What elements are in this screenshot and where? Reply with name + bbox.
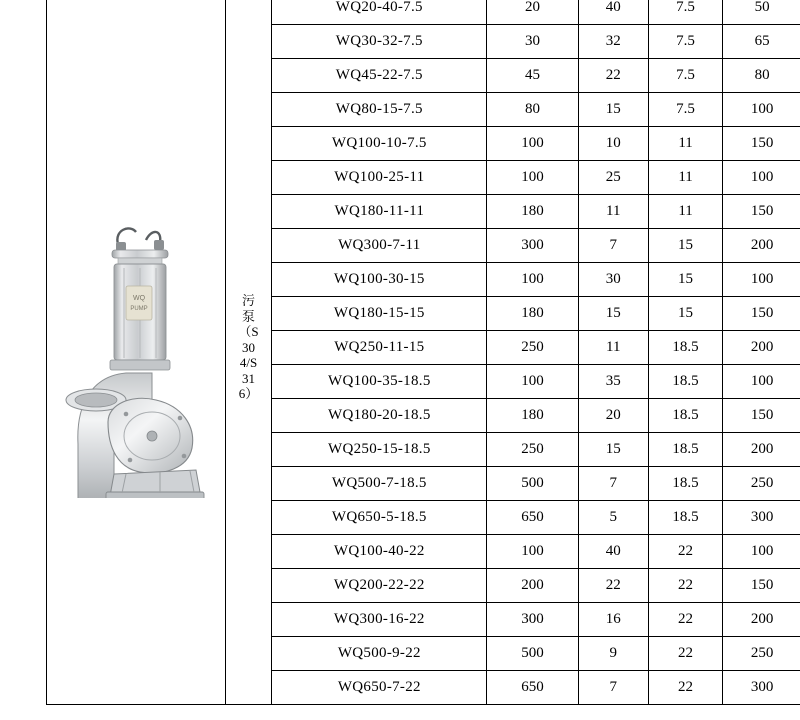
cell-flow: 100 — [487, 127, 578, 161]
cell-outlet: 80 — [723, 59, 800, 93]
cell-power: 11 — [648, 127, 722, 161]
cell-model: WQ100-40-22 — [272, 535, 487, 569]
cell-outlet: 50 — [723, 0, 800, 25]
cell-flow: 100 — [487, 263, 578, 297]
cell-power: 22 — [648, 569, 722, 603]
cell-outlet: 150 — [723, 297, 800, 331]
cell-head: 40 — [578, 535, 648, 569]
pump-image-cell — [47, 0, 226, 705]
cell-outlet: 250 — [723, 637, 800, 671]
cell-head: 7 — [578, 229, 648, 263]
cell-flow: 100 — [487, 161, 578, 195]
cell-power: 18.5 — [648, 399, 722, 433]
cell-model: WQ45-22-7.5 — [272, 59, 487, 93]
cell-model: WQ80-15-7.5 — [272, 93, 487, 127]
cell-head: 16 — [578, 603, 648, 637]
cell-flow: 500 — [487, 637, 578, 671]
cell-outlet: 100 — [723, 535, 800, 569]
cell-power: 18.5 — [648, 467, 722, 501]
pump-image — [56, 208, 216, 488]
cell-outlet: 150 — [723, 399, 800, 433]
cell-power: 22 — [648, 637, 722, 671]
cell-flow: 20 — [487, 0, 578, 25]
cell-flow: 650 — [487, 671, 578, 705]
cell-head: 7 — [578, 671, 648, 705]
cell-model: WQ300-16-22 — [272, 603, 487, 637]
cell-power: 22 — [648, 535, 722, 569]
cell-outlet: 100 — [723, 365, 800, 399]
cell-head: 10 — [578, 127, 648, 161]
table-row — [47, 0, 800, 25]
pump-illustration — [56, 208, 216, 498]
svg-text:WQ: WQ — [132, 294, 145, 302]
cell-flow: 250 — [487, 331, 578, 365]
category-label: 污泵（S304/S316） — [238, 293, 259, 402]
cell-flow: 100 — [487, 535, 578, 569]
cell-model: WQ180-15-15 — [272, 297, 487, 331]
cell-outlet: 150 — [723, 195, 800, 229]
cell-head: 11 — [578, 331, 648, 365]
cell-power: 18.5 — [648, 365, 722, 399]
cell-head: 15 — [578, 93, 648, 127]
cell-model: WQ200-22-22 — [272, 569, 487, 603]
cell-model: WQ30-32-7.5 — [272, 25, 487, 59]
cell-model: WQ20-40-7.5 — [272, 0, 487, 25]
cell-head: 30 — [578, 263, 648, 297]
cell-flow: 80 — [487, 93, 578, 127]
cell-head: 9 — [578, 637, 648, 671]
cell-outlet: 200 — [723, 603, 800, 637]
cell-model: WQ180-11-11 — [272, 195, 487, 229]
cell-flow: 100 — [487, 365, 578, 399]
svg-text:PUMP: PUMP — [130, 305, 148, 312]
cell-model: WQ180-20-18.5 — [272, 399, 487, 433]
cell-power: 22 — [648, 671, 722, 705]
cell-power: 7.5 — [648, 0, 722, 25]
cell-model: WQ100-35-18.5 — [272, 365, 487, 399]
cell-model: WQ300-7-11 — [272, 229, 487, 263]
cell-outlet: 200 — [723, 229, 800, 263]
cell-outlet: 300 — [723, 501, 800, 535]
cell-model: WQ500-7-18.5 — [272, 467, 487, 501]
cell-flow: 300 — [487, 603, 578, 637]
cell-power: 22 — [648, 603, 722, 637]
cell-outlet: 250 — [723, 467, 800, 501]
cell-head: 7 — [578, 467, 648, 501]
cell-outlet: 200 — [723, 433, 800, 467]
cell-power: 7.5 — [648, 59, 722, 93]
cell-power: 11 — [648, 195, 722, 229]
cell-model: WQ100-30-15 — [272, 263, 487, 297]
cell-power: 7.5 — [648, 93, 722, 127]
cell-head: 35 — [578, 365, 648, 399]
cell-flow: 180 — [487, 297, 578, 331]
cell-head: 15 — [578, 297, 648, 331]
cell-power: 15 — [648, 297, 722, 331]
cell-flow: 650 — [487, 501, 578, 535]
cell-flow: 180 — [487, 195, 578, 229]
cell-power: 7.5 — [648, 25, 722, 59]
cell-head: 22 — [578, 59, 648, 93]
cell-model: WQ100-10-7.5 — [272, 127, 487, 161]
cell-outlet: 300 — [723, 671, 800, 705]
cell-flow: 500 — [487, 467, 578, 501]
cell-outlet: 200 — [723, 331, 800, 365]
cell-power: 18.5 — [648, 433, 722, 467]
cell-outlet: 100 — [723, 93, 800, 127]
cell-head: 40 — [578, 0, 648, 25]
cell-head: 25 — [578, 161, 648, 195]
cell-head: 5 — [578, 501, 648, 535]
cell-head: 22 — [578, 569, 648, 603]
cell-flow: 250 — [487, 433, 578, 467]
cell-head: 15 — [578, 433, 648, 467]
cell-power: 15 — [648, 263, 722, 297]
cell-flow: 45 — [487, 59, 578, 93]
cell-head: 20 — [578, 399, 648, 433]
cell-flow: 300 — [487, 229, 578, 263]
category-cell — [225, 0, 272, 705]
cell-outlet: 150 — [723, 569, 800, 603]
cell-model: WQ650-5-18.5 — [272, 501, 487, 535]
cell-power: 11 — [648, 161, 722, 195]
cell-outlet: 100 — [723, 161, 800, 195]
cell-outlet: 100 — [723, 263, 800, 297]
cell-model: WQ500-9-22 — [272, 637, 487, 671]
cell-flow: 200 — [487, 569, 578, 603]
cell-power: 18.5 — [648, 501, 722, 535]
cell-model: WQ650-7-22 — [272, 671, 487, 705]
cell-head: 32 — [578, 25, 648, 59]
cell-flow: 30 — [487, 25, 578, 59]
pump-spec-table — [46, 0, 800, 705]
cell-model: WQ250-15-18.5 — [272, 433, 487, 467]
cell-outlet: 65 — [723, 25, 800, 59]
cell-model: WQ250-11-15 — [272, 331, 487, 365]
cell-model: WQ100-25-11 — [272, 161, 487, 195]
cell-power: 15 — [648, 229, 722, 263]
cell-power: 18.5 — [648, 331, 722, 365]
spec-table-body — [47, 0, 800, 705]
cell-outlet: 150 — [723, 127, 800, 161]
cell-head: 11 — [578, 195, 648, 229]
cell-flow: 180 — [487, 399, 578, 433]
